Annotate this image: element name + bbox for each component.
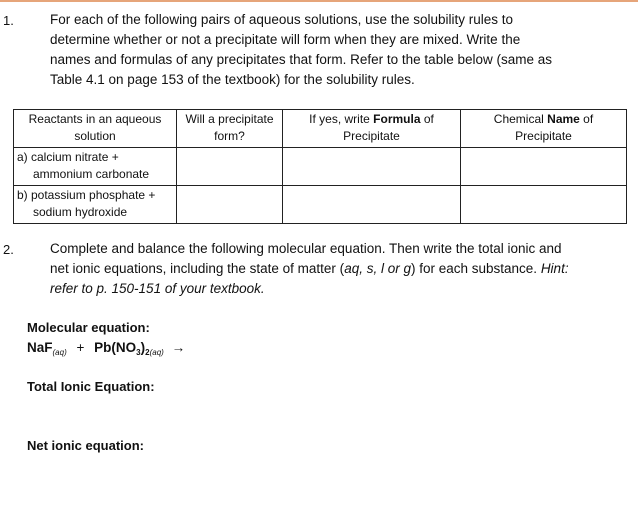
q2-hint: refer to p. 150-151 of your textbook. [50, 281, 265, 296]
row-b-reactants: b) potassium phosphate + sodium hydroxide [14, 186, 177, 224]
molecular-equation: $NaF_{(aq)} + Pb(NO_3)_{2(aq)}$ → [27, 340, 186, 357]
q1-line-1: For each of the following pairs of aqueous solutions, use the solubility rules to [50, 12, 514, 27]
question-1-number: 1. [3, 13, 14, 28]
row-a-precipitate-cell[interactable] [177, 148, 283, 186]
header-precipitate-form: Will a precipitate form? [177, 110, 283, 148]
q1-line-2: determine whether or not a precipitate will form when they are mixed. Write the [50, 32, 521, 47]
molecular-equation-label: Molecular equation: [27, 320, 150, 335]
row-a-formula-cell[interactable] [283, 148, 461, 186]
header-reactants: Reactants in an aqueous solution [14, 110, 177, 148]
row-a-reactants: a) calcium nitrate + ammonium carbonate [14, 148, 177, 186]
reactant-lead-nitrate: $Pb(NO_3)_{2(aq)}$ [94, 340, 164, 357]
reactant-naf: NaF [27, 340, 53, 355]
q2-line-1: Complete and balance the following molecular equation. Then write the total ionic and [50, 241, 562, 256]
row-b-precipitate-cell[interactable] [177, 186, 283, 224]
row-b-name-cell[interactable] [461, 186, 627, 224]
row-a-name-cell[interactable] [461, 148, 627, 186]
table-header-row [14, 110, 627, 148]
net-ionic-equation-label: Net ionic equation: [27, 438, 144, 453]
total-ionic-equation-label: Total Ionic Equation: [27, 379, 155, 394]
header-chemical-name: Chemical Name of Precipitate [461, 110, 627, 148]
table-row [14, 148, 627, 186]
top-border-line [0, 0, 638, 2]
question-1-text [50, 10, 630, 90]
question-2-number: 2. [3, 242, 14, 257]
q1-line-4: Table 4.1 on page 153 of the textbook) for the solubility rules. [50, 72, 415, 87]
q2-line-2: net ionic equations, including the state of matter (aq, s, l or g) for each substance. Hint: [50, 261, 569, 276]
header-formula: If yes, write Formula of Precipitate [283, 110, 461, 148]
q1-line-3: names and formulas of any precipitates that form. Refer to the table below (same as [50, 52, 552, 67]
question-2-text [50, 239, 630, 299]
reaction-arrow-icon: → [171, 340, 186, 355]
row-b-formula-cell[interactable] [283, 186, 461, 224]
precipitate-table [13, 109, 627, 224]
table-row [14, 186, 627, 224]
